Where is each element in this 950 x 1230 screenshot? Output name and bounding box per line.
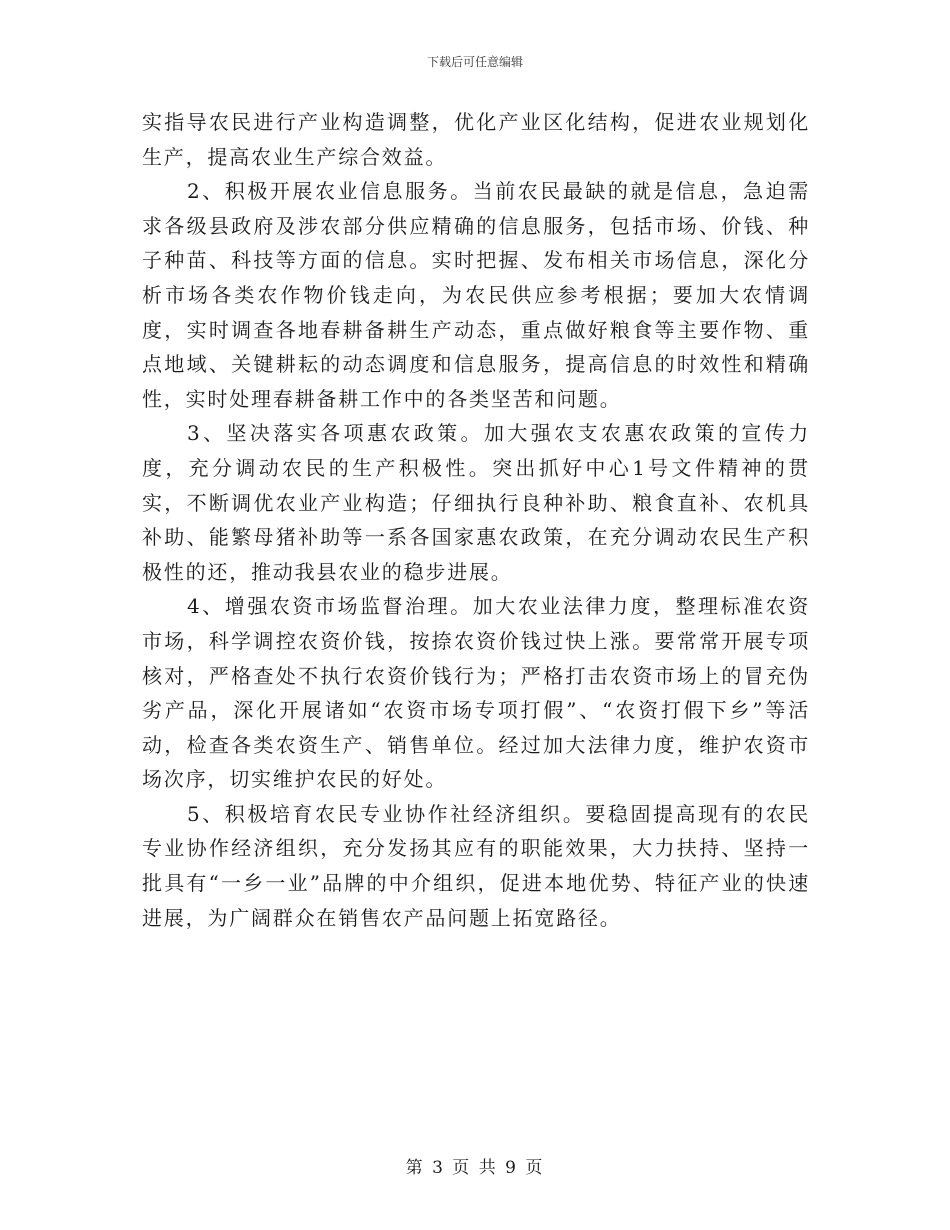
paragraph-item-3: 3、坚决落实各项惠农政策。加大强农支农惠农政策的宣传力度，充分调动农民的生产积极性。突出抓好中心1号文件精神的贯实，不断调优农业产业构造；仔细执行良种补助、粮食直补、农机具补助、能繁母猪补助等一系各国家惠农政策，在充分调动农民生产积极性的还，推动我县农业的稳步进展。 bbox=[142, 421, 810, 584]
paragraph-item-2: 2、积极开展农业信息服务。当前农民最缺的就是信息，急迫需求各级县政府及涉农部分供应精确的信息服务，包括市场、价钱、种子种苗、科技等方面的信息。实时把握、发布相关市场信息，深化分析市场各类农作物价钱走向，为农民供应参考根据；要加大农情调度，实时调查各地春耕备耕生产动态，重点做好粮食等主要作物、重点地域、关键耕耘的动态调度和信息服务，提高信息的时效性和精确性，实时处理春耕备耕工作中的各类坚苦和问题。 bbox=[142, 179, 810, 411]
body-text bbox=[142, 105, 810, 935]
paragraph-item-5: 5、积极培育农民专业协作社经济组织。要稳固提高现有的农民专业协作经济组织，充分发扬其应有的职能效果，大力扶持、坚持一批具有“一乡一业”品牌的中介组织，促进本地优势、特征产业的快速进展，为广阔群众在销售农产品问题上拓宽路径。 bbox=[142, 801, 810, 930]
header-note: 下载后可任意编辑 bbox=[426, 55, 523, 69]
paragraph-item-4: 4、增强农资市场监督治理。加大农业法律力度，整理标准农资市场，科学调控农资价钱，按捺农资价钱过快上涨。要常常开展专项核对，严格查处不执行农资价钱行为；严格打击农资市场上的冒充伪劣产品，深化开展诸如“农资市场专项打假”、“农资打假下乡”等活动，检查各类农资生产、销售单位。经过加大法律力度，维护农资市场次序，切实维护农民的好处。 bbox=[142, 594, 810, 792]
page-number-footer: 第 3 页 共 9 页 bbox=[405, 1158, 545, 1178]
paragraph-continuation: 实指导农民进行产业构造调整，优化产业区化结构，促进农业规划化生产，提高农业生产综合效益。 bbox=[142, 110, 810, 169]
